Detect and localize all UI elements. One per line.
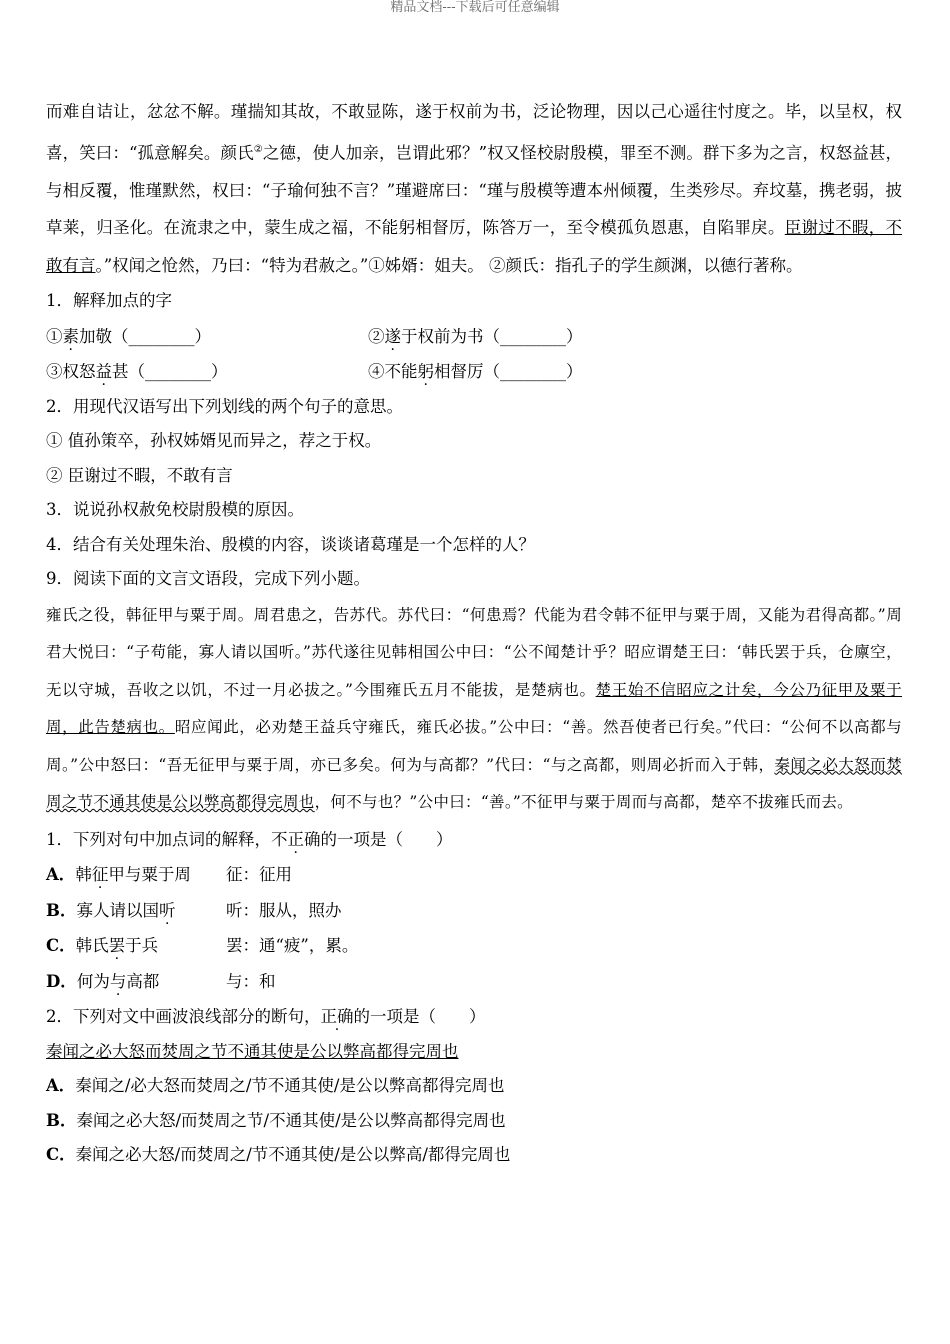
dotted-char: 遂 <box>384 326 401 346</box>
mcq-1-option-a: A．韩征甲与粟于周 征：征用 <box>46 857 902 893</box>
question-2: 2．用现代汉语写出下列划线的两个句子的意思。 <box>46 396 403 416</box>
passage-text: 。”权闻之怆然，乃曰：“特为君赦之。”①姊婿：姐夫。 ②颜氏：指孔子的学生颜渊，以德行著称。 <box>95 255 803 275</box>
mcq-1-option-d: D．何为与高都 与：和 <box>46 964 902 1000</box>
question-2b: ② 臣谢过不暇，不敢有言 <box>46 465 233 485</box>
mcq-2-stem: 2．下列对文中画波浪线部分的断句，正确的一项是（ ） <box>46 1007 486 1026</box>
dotted-char: 征 <box>91 865 109 884</box>
option-explanation: 罢：通“疲”，累。 <box>226 936 359 955</box>
dotted-char: 素 <box>62 326 79 346</box>
fill-item-1: ①素加敬（________） <box>46 326 211 346</box>
mcq-1-option-c: C．韩氏罢于兵 罢：通“疲”，累。 <box>46 928 902 964</box>
fill-item-3: ③权怒益甚（________） <box>46 362 228 381</box>
passage-1 <box>46 93 902 284</box>
mcq-2-option-b: B．秦闻之必大怒/而焚周之节/不通其使/是公以弊高都得完周也 <box>46 1110 506 1130</box>
passage-text: 昭应闻此，必劝楚王益兵守雍氏，雍氏必拔。”公中曰：“善。然吾使者已行矣。”代曰：“公何不以高都与周。”公中怒曰：“吾无征甲与粟于周，亦已多矣。何为与高都？”代曰：“与之高都，则周必折而入于韩， <box>46 718 902 774</box>
dotted-word: 不正确 <box>271 829 321 849</box>
question-4: 4．结合有关处理朱治、殷模的内容，谈谈诸葛瑾是一个怎样的人？ <box>46 534 535 554</box>
question-2a: ① 值孙策卒，孙权姊婿见而异之，荐之于权。 <box>46 431 382 450</box>
passage-2 <box>46 597 902 822</box>
dotted-word: 正确 <box>320 1007 354 1026</box>
mcq-1-stem: 1．下列对句中加点词的解释，不正确的一项是（ ） <box>46 829 453 849</box>
option-explanation: 与：和 <box>226 971 276 991</box>
fill-row-2 <box>46 354 902 390</box>
dotted-char: 与 <box>109 971 127 991</box>
document-body <box>46 93 902 1173</box>
underlined-sentence: 臣谢过不暇，不敢有言 <box>46 218 903 275</box>
wavy-underlined-sentence: 秦闻之必大怒而焚周之节不通其使是公以弊高都得完周也 <box>46 755 902 811</box>
passage-text: 之德，使人加亲，岂谓此邪？”权又怪校尉殷模，罪至不测。群下多为之言，权怒益甚，与相反覆，惟瑾默然，权曰：“子瑜何独不言？”瑾避席曰：“瑾与殷模等遭本州倾覆，生类殄尽。弃坟墓，携老弱，披草莱，归圣化。在流隶之中，蒙生成之福，不能躬相督厉，陈答万一，至令模孤负恩惠，自陷罪戾。 <box>46 143 903 237</box>
dotted-char: 听 <box>158 900 176 920</box>
question-1: 1．解释加点的字 <box>46 291 172 310</box>
dotted-char: 罢 <box>108 936 126 955</box>
mcq-2-option-a: A．秦闻之/必大怒而焚周之/节不通其使/是公以弊高都得完周也 <box>46 1076 505 1095</box>
page-header: 精品文档---下载后可任意编辑 <box>390 0 560 15</box>
dotted-char: 躬 <box>417 362 434 381</box>
option-explanation: 听：服从，照办 <box>226 900 342 920</box>
fill-item-2: ②遂于权前为书（________） <box>368 326 583 346</box>
footnote-mark: ② <box>253 143 263 155</box>
passage-text: 雍氏之役，韩征甲与粟于周。周君患之，告苏代。苏代曰：“何患焉？代能为君令韩不征甲与粟于周，又能为君得高都。”周君大悦曰：“子苟能，寡人请以国听。”苏代遂往见韩相国公中曰：“公不闻楚计乎？昭应谓楚王曰：‘韩氏罢于兵，仓廪空，无以守城，吾收之以饥，不过一月必拔之。”今围雍氏五月不能拔，是楚病也。 <box>46 605 902 699</box>
option-explanation: 征：征用 <box>226 865 292 884</box>
mcq-2-option-c: C．秦闻之必大怒/而焚周之/节不通其使/是公以弊高/都得完周也 <box>46 1145 511 1164</box>
question-3: 3．说说孙权赦免校尉殷模的原因。 <box>46 500 304 519</box>
mcq-2-sentence: 秦闻之必大怒而焚周之节不通其使是公以弊高都得完周也 <box>46 1041 459 1061</box>
fill-item-4: ④不能躬相督厉（________） <box>368 362 583 381</box>
passage-text: 而难自诘让，忿忿不解。瑾揣知其故，不敢显陈，遂于权前为书，泛论物理，因以己心遥往忖度之。毕，以呈权，权喜，笑曰：“孤意解矣。颜氏 <box>46 102 902 162</box>
mcq-1-option-b: B．寡人请以国听 听：服从，照办 <box>46 893 902 929</box>
fill-row-1 <box>46 319 902 355</box>
question-9-title: 9．阅读下面的文言文语段，完成下列小题。 <box>46 569 370 588</box>
underlined-sentence: 楚王始不信昭应之计矣，今公乃征甲及粟于周，此告楚病也。 <box>46 680 902 736</box>
dotted-char: 益 <box>95 362 112 381</box>
passage-text: ，何不与也？”公中曰：“善。”不征甲与粟于周而与高都，楚卒不拔雍氏而去。 <box>314 793 853 811</box>
